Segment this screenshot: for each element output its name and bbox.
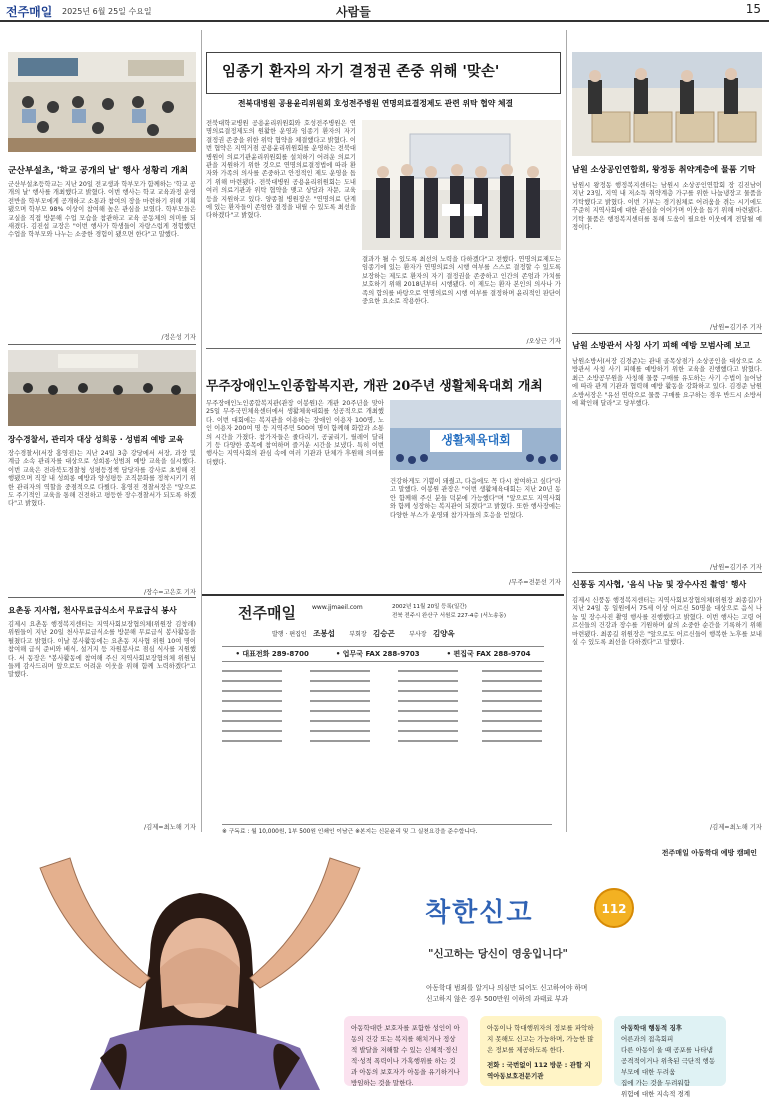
brand-name: 전주매일	[6, 5, 53, 19]
divider	[206, 348, 561, 349]
divider	[572, 572, 762, 573]
article-title: 남원 소상공인연합회, 왕정동 취약계층에 물품 기탁	[572, 164, 756, 174]
vice-label: 부회장	[349, 631, 367, 638]
masthead-brand: 전주매일	[238, 604, 296, 622]
masthead-url: www.jjmaeil.com	[312, 604, 363, 611]
seminar-photo	[8, 350, 196, 426]
warning-sign-item: 집에 가는 것을 두려워함	[621, 1079, 690, 1087]
vice-name: 김승곤	[373, 629, 395, 638]
byline: /남원=김기주 기자	[710, 324, 762, 331]
warning-sign-item: 위험에 대한 지속적 경계	[621, 1090, 690, 1098]
publisher-name: 조봉섭	[313, 629, 335, 638]
page-header	[0, 0, 769, 22]
article-body: 남원소방서(서장 김경준)는 관내 골목상점가 소상공인을 대상으로 소방관서 사칭 사기 피해를 예방하기 위한 교육을 진행했다고 밝혔다. 최근 소방공무원을 사칭해 물품 구매를 유도하는 사기 수법이 늘어남에 따라 관계 기관과 협력해 예방 활동을 강화하고 있다. 김경준 남원소방서장은 "유선 연락으로 물품 구매를 요구하는 경우 반드시 소방서에 확인해 달라"고 당부했다.	[572, 358, 762, 408]
definition-box	[344, 1016, 468, 1086]
publisher-label: 발행 · 편집인	[272, 631, 307, 638]
byline: /오상근 기자	[526, 338, 561, 345]
masthead-footer: ※ 구독료 : 월 10,000원, 1부 500원 인쇄인 이남근 ※본지는 신문윤리 및 그 실천요강을 준수합니다.	[222, 824, 552, 835]
event-banner: 생활체육대회	[441, 433, 511, 447]
divider	[572, 333, 762, 334]
masthead-reg: 2002년 11월 20일 등록(일간)	[392, 604, 467, 610]
badge-112-number: 112	[601, 902, 627, 916]
warning-sign-item: 어른과의 접촉회피	[621, 1035, 674, 1043]
reporting-contact: 전화 : 국번없이 112 방문 : 관할 지역아동보호전문기관	[487, 1061, 591, 1080]
masthead-phones	[222, 646, 544, 662]
campaign-logo: 착한신고	[425, 898, 534, 928]
article-body: 김제시 요촌동 행정복지센터는 지역사회보장협의체(위원장 김창래) 위원들이 지난 20일 천사무료급식소를 방문해 무료급식 봉사활동을 펼쳤다고 밝혔다. 이날 봉사활동에는 요촌동 지사협 위원 10여 명이 참여해 급식 준비와 배식, 설거지 등 자원봉사로 점심 식사를 지원했다. 서 동장은 "봉사활동에 참여해 주신 지역사회보장협의체 위원님들께 감사드리며 앞으로도 어려운 이웃을 위해 함께 노력하겠다"고 말했다.	[8, 621, 196, 679]
phone-main: • 대표전화 289-8700	[235, 650, 309, 658]
divider	[8, 344, 196, 345]
legal-notice-1: 아동학대 범죄를 알거나 의심만 되어도 신고하여야 하며	[426, 984, 588, 992]
byline: /정은성 기자	[161, 334, 196, 341]
issue-date: 2025년 6월 25일 수요일	[62, 7, 152, 16]
slogan: "신고하는 당신이 영웅입니다"	[428, 948, 568, 960]
article-body: 장수경찰서(서장 홍영진)는 지난 24일 3층 강당에서 서장, 과장 및 계급 소속 관리자를 대상으로 성희롱·성범죄 예방 교육을 실시했다. 이번 교육은 전라북도경찰청 성평등정책 담당자를 강사로 초빙해 진행됐으며 직장 내 성희롱 예방과 양성평등 조직문화를 정착시키기 위한 관리자의 역할을 중점적으로 다뤘다. 홍영진 경찰서장은 "앞으로도 주기적인 교육을 통해 건전하고 평등한 장수경찰서가 되도록 하겠다"고 밝혔다.	[8, 450, 196, 508]
classroom-photo	[8, 52, 196, 152]
warning-sign-item: 공격적이거나 위축된 극단적 행동	[621, 1057, 716, 1065]
reporting-box	[480, 1016, 602, 1086]
lead-subtitle: 전북대병원 공용윤리위원회 호성전주병원 연명의료결정제도 관련 위탁 협약 체결	[238, 99, 514, 108]
ad-illustration	[0, 838, 400, 1090]
byline: /무주=전문선 기자	[509, 579, 561, 586]
article-title: 무주장애인노인종합복지관, 개관 20주년 생활체육대회 개최	[206, 379, 543, 394]
donation-photo	[572, 52, 762, 156]
article-title: 요촌동 지사협, 천사무료급식소서 무료급식 봉사	[8, 606, 177, 615]
section-title: 사람들	[336, 5, 371, 19]
vp-label: 부사장	[409, 631, 427, 638]
article-body: 남원시 왕정동 행정복지센터는 남원시 소상공인연합회 장 김진남이 지난 23일, 지역 내 저소득 취약계층 가구를 위한 나눔냉장고 물품을 기탁했다고 밝혔다. 이번 기부는 경기침체로 어려움을 겪는 시기에도 꾸준히 지역사회에 대한 관심을 이어가며 이웃을 돕기 위해 마련됐다. 기탁 물품은 행정복지센터를 통해 도움이 필요한 이웃에게 전달될 예정이다.	[572, 182, 762, 232]
warning-sign-item: 다른 아동이 울 때 공포를 나타냄	[621, 1046, 713, 1054]
phone-editorial-fax: • 편집국 FAX 288-9704	[446, 650, 531, 658]
campaign-ad	[0, 838, 769, 1098]
article-title: 남원 소방관서 사칭 사기 피해 예방 모범사례 보고	[572, 340, 751, 350]
sports-event-photo	[390, 400, 561, 470]
page-number: 15	[745, 2, 761, 16]
badge-112	[594, 888, 634, 928]
agreement-photo	[362, 120, 561, 250]
campaign-label: 전주매일 아동학대 예방 캠페인	[661, 849, 757, 857]
byline: /장수=고은호 기자	[144, 589, 196, 596]
article-body: 김제시 신풍동 행정복지센터는 지역사회보장협의체(위원장 최종길)가 지난 24일 동 일원에서 75세 이상 어르신 50명을 대상으로 음식 나눔 및 장수사진 촬영 행사를 진행했다고 밝혔다. 이번 행사는 고령 어르신들의 건강과 장수를 기원하며 삶의 소중한 순간을 기록하기 위해 마련됐다. 최종길 위원장은 "앞으로도 어르신들이 행복한 노후를 보내실 수 있도록 최선을 다하겠다"고 말했다.	[572, 597, 762, 647]
phone-business-fax: • 업무국 FAX 288-9703	[335, 650, 420, 658]
vp-name: 김양옥	[432, 629, 455, 638]
article-title: 신풍동 지사협, '음식 나눔 및 장수사진 촬영' 행사	[572, 580, 747, 589]
bureau-directory	[222, 666, 544, 766]
masthead-box	[202, 594, 564, 834]
reporting-text: 아동이나 학대행위자의 정보를 파악하지 못해도 신고는 가능하며, 가능한 많은 정보를 제공하도록 한다.	[487, 1024, 594, 1054]
article-body: 군산부설초등학교는 지난 20일 전교생과 학부모가 함께하는 '학교 공개의 날' 행사를 개최했다고 밝혔다. 이번 행사는 학교 교육과정 운영 전반을 학부모에게 공개하고 소통과 참여의 장을 마련하기 위해 기획됐으며 학부모 98% 이상이 참여해 높은 관심을 보였다. 학부모들은 교실을 직접 방문해 수업 모습을 참관하고 교육 공동체의 의미를 되새겼다. 김진섭 교장은 "이번 행사가 학생들이 자랑스럽게 경험했던 수업을 학부모와 나누는 소중한 경험이 됐으면 한다"고 말했다.	[8, 181, 196, 239]
definition-text: 아동학대란 보호자를 포함한 성인이 아동의 건강 또는 복지를 해치거나 정상적 발달을 저해할 수 있는 신체적·정신적·성적 폭력이나 가혹행위를 하는 것과 아동의 보호자가 아동을 유기하거나 방임하는 것을 말한다.	[351, 1024, 460, 1087]
warning-signs-title: 아동학대 행동적 징후	[621, 1024, 683, 1032]
byline: /김제=최노해 기자	[710, 824, 762, 831]
byline: /남원=김기주 기자	[710, 564, 762, 571]
warning-sign-item: 부모에 대한 두려움	[621, 1068, 676, 1076]
lead-title: 임종기 환자의 자기 결정권 존중 위해 '맞손'	[222, 63, 500, 80]
article-body: 무주장애인노인종합복지관(관장 이봉원)은 개관 20주년을 맞아 25일 무주국민체육센터에서 생활체육대회를 성공적으로 개최했다. 이번 대회에는 복지관을 이용하는 장애인 이용자 100명, 노인 이용자 200여 명 등 지역주민 500여 명이 함께해 화합과 소통의 시간을 가졌다. 참가자들은 줄다리기, 공굴리기, 릴레이 달리기 등 다양한 종목에 참여하며 즐거운 시간을 보냈다. 특히 이번 행사는 지역사회의 관심 속에 여러 기관과 단체가 후원해 의미를 더했다.	[206, 400, 384, 466]
warning-signs-box	[614, 1016, 726, 1098]
masthead-address: 전북 전주시 완산구 서원로 227-4층 (서노송동)	[392, 613, 507, 619]
masthead-staff	[272, 628, 455, 639]
divider	[8, 597, 196, 598]
legal-notice-2: 신고하지 않은 경우 500만원 이하의 과태료 부과	[426, 995, 568, 1003]
byline: /김제=최노해 기자	[144, 824, 196, 831]
article-title: 장수경찰서, 관리자 대상 성희롱 · 성범죄 예방 교육	[8, 435, 184, 444]
article-body-continued: 건강하게도 기쁨이 돼줬고, 다음에도 꼭 다시 참여하고 싶다"라고 말했다. 이봉원 관장은 "이번 생활체육대회는 지난 20년 동안 함께해 주신 분들 덕분에 가능했다"며 "앞으로도 지역사회와 함께 성장하는 복지관이 되겠다"고 밝혔다. 또한 행사장에는 다양한 부스가 운영돼 참가자들의 호응을 얻었다.	[390, 478, 561, 519]
lead-body-continued: 결과가 될 수 있도록 최선의 노력을 다하겠다"고 전했다. 연명의료제도는 임종기에 있는 환자가 연명의료의 시행 여부를 스스로 결정할 수 있도록 보장하는 제도로 환자의 자기 결정권을 존중하고 인간의 존엄과 가치를 보호하기 위해 2018년부터 시행됐다. 이 제도는 환자 본인의 의사나 가족의 합의를 바탕으로 연명의료의 시행 여부를 결정하며 윤리적인 판단이 중요한 요소로 작용한다.	[362, 256, 561, 306]
lead-body: 전북대학교병원 공용윤리위원회와 호성전주병원은 연명의료결정제도의 원활한 운영과 임종기 환자의 자기 결정권 존중을 위한 위탁 협약을 체결했다고 밝혔다. 이번 협약은 지역거점 공용윤리위원회를 운영하는 전북대병원이 의료기관윤리위원회를 설치하기 어려운 의료기관을 지원하기 위한 것으로 연명의료결정법에 따라 환자와 가족의 의사를 존중하고 안정적인 제도 운영을 돕기 위해 마련됐다. 전북대병원 공용윤리위원회는 도내 여러 의료기관과 위탁 협약을 맺고 상담과 자문, 교육 등을 지원하고 있다. 양종철 병원장은 "연명의료 단계에 있는 환자들이 존엄한 결정을 내릴 수 있도록 최선을 다하겠다"고 밝혔다.	[206, 120, 356, 220]
article-title: 군산부설초, '학교 공개의 날' 행사 성황리 개최	[8, 166, 189, 176]
column-divider	[566, 30, 567, 832]
